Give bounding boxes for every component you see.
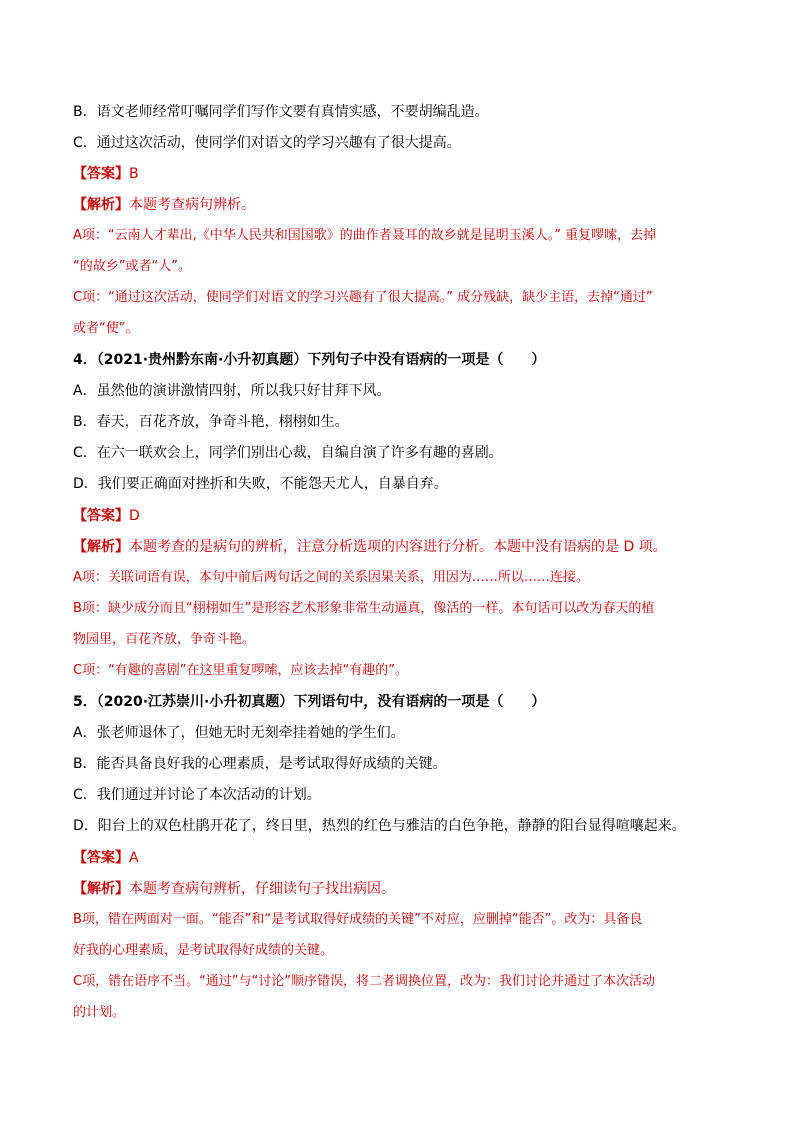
q5-analysis-item-b-line2: 好我的心理素质，是考试取得好成绩的关键。 bbox=[73, 943, 334, 958]
q5-answer-line bbox=[73, 848, 723, 868]
q5-analysis-line bbox=[73, 879, 723, 899]
answer-line bbox=[73, 164, 723, 184]
analysis-item-a-line2: “的故乡”或者“人”。 bbox=[73, 259, 191, 274]
q4-analysis-item-a: A项：关联词语有误，本句中前后两句话之间的关系因果关系，用因为……所以……连接。 bbox=[73, 570, 589, 585]
q5-analysis-tag: 【解析】 bbox=[73, 881, 129, 897]
q5-analysis-item-c-line1: C项，错在语序不当。“通过”与“讨论”顺序错误，将二者调换位置，改为：我们讨论并通过了本次活动 bbox=[73, 974, 656, 989]
analysis-item-a-line1: A项：“云南人才辈出,《中华人民共和国国歌》的曲作者聂耳的故乡就是昆明玉溪人。” 重复啰嗦，去掉 bbox=[73, 228, 657, 243]
q5-option-c: C．我们通过并讨论了本次活动的计划。 bbox=[73, 787, 321, 803]
q4-analysis-item-c: C项：“有趣的喜剧”在这里重复啰嗦，应该去掉“有趣的”。 bbox=[73, 663, 409, 678]
q5-answer-tag: 【答案】 bbox=[73, 850, 129, 866]
q5-answer-value: A bbox=[129, 850, 139, 866]
q5-option-b: B．能否具备良好我的心理素质，是考试取得好成绩的关键。 bbox=[73, 756, 447, 772]
q4-option-a: A．虽然他的演讲激情四射，所以我只好甘拜下风。 bbox=[73, 383, 391, 399]
answer-value: B bbox=[129, 166, 139, 182]
q4-analysis-line bbox=[73, 537, 723, 557]
q4-option-d: D．我们要正确面对挫折和失败，不能怨天尤人，自暴自弃。 bbox=[73, 476, 448, 492]
option-c: C．通过这次活动，使同学们对语文的学习兴趣有了很大提高。 bbox=[73, 135, 461, 151]
answer-tag: 【答案】 bbox=[73, 166, 129, 182]
question-4-title: 4．（2021·贵州黔东南·小升初真题）下列句子中没有语病的一项是（ ） bbox=[73, 352, 546, 368]
analysis-line bbox=[73, 195, 723, 215]
q5-option-a: A．张老师退休了，但她无时无刻牵挂着她的学生们。 bbox=[73, 725, 405, 741]
analysis-text: 本题考查病句辨析。 bbox=[129, 197, 255, 213]
q4-answer-tag: 【答案】 bbox=[73, 508, 129, 524]
q5-analysis-item-c-line2: 的计划。 bbox=[73, 1005, 126, 1020]
q4-analysis-item-b-line2: 物园里，百花齐放，争奇斗艳。 bbox=[73, 632, 256, 647]
q4-option-b: B．春天，百花齐放，争奇斗艳，栩栩如生。 bbox=[73, 414, 349, 430]
q5-analysis-item-b-line1: B项，错在两面对一面。“能否”和“是考试取得好成绩的关键”不对应，应删掉“能否”。改为：具备良 bbox=[73, 912, 643, 927]
question-5-title: 5．（2020·江苏崇川·小升初真题）下列语句中，没有语病的一项是（ ） bbox=[73, 694, 546, 710]
q4-option-c: C．在六一联欢会上，同学们别出心裁，自编自演了许多有趣的喜剧。 bbox=[73, 445, 503, 461]
analysis-item-c-line2: 或者“使”。 bbox=[73, 321, 139, 336]
q5-analysis-text: 本题考查病句辨析，仔细读句子找出病因。 bbox=[129, 881, 395, 897]
q4-analysis-item-b-line1: B项：缺少成分而且“栩栩如生”是形容艺术形象非常生动逼真，像活的一样。本句话可以改为春天的植 bbox=[73, 601, 655, 616]
q4-answer-value: D bbox=[129, 508, 140, 524]
analysis-item-c-line1: C项：“通过这次活动，使同学们对语文的学习兴趣有了很大提高。” 成分残缺，缺少主语，去掉“通过” bbox=[73, 290, 653, 305]
q4-analysis-text: 本题考查的是病句的辨析，注意分析选项的内容进行分析。本题中没有语病的是 D 项。 bbox=[129, 539, 667, 555]
analysis-tag: 【解析】 bbox=[73, 197, 129, 213]
q5-option-d: D．阳台上的双色杜鹃开花了，终日里，热烈的红色与雅洁的白色争艳，静静的阳台显得喧嚷起来。 bbox=[73, 818, 686, 834]
q4-answer-line bbox=[73, 506, 723, 526]
option-b: B．语文老师经常叮嘱同学们写作文要有真情实感，不要胡编乱造。 bbox=[73, 104, 489, 120]
q4-analysis-tag: 【解析】 bbox=[73, 539, 129, 555]
